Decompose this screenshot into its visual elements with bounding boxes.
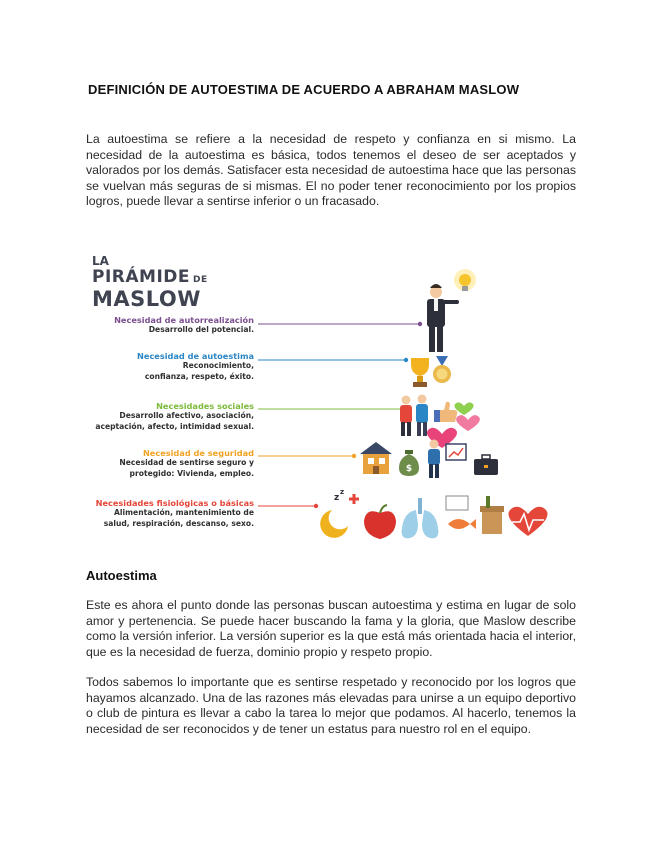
figure-title-line1: LA [92, 254, 109, 268]
level-description: Necesidad de sentirse seguro y protegido: Vivienda, empleo. [119, 458, 254, 478]
level-title: Necesidades fisiológicas o básicas [95, 498, 254, 508]
figure-title-piramide: PIRÁMIDE [92, 267, 190, 287]
level-description: Reconocimiento, confianza, respeto, éxito. [144, 361, 254, 381]
fish-icon [446, 496, 476, 529]
section-heading: Autoestima [86, 568, 157, 583]
svg-text:z: z [340, 488, 345, 496]
paragraph-3: Todos sabemos lo importante que es sentirse respetado y reconocido por los logros que hayamos alcanzado. Una de las razones más elevadas para unirse a un equipo deportivo o club de pintura es llevar a cabo la tarea lo mejor que podamos. Al hacerlo, tenemos la necesidad de ser reconocidos y de tener un estatus para nuestro rol en el equipo. [86, 675, 576, 736]
couple-icon [400, 395, 428, 437]
connector-dot-5 [314, 504, 318, 508]
worker-icon [428, 440, 440, 479]
money-bag-icon [399, 450, 419, 476]
pyramid-illustration [84, 248, 564, 543]
connector-dot-4 [352, 454, 356, 458]
heartbeat-icon [508, 507, 547, 536]
maslow-pyramid-figure [84, 248, 564, 543]
connector-dot-1 [418, 322, 422, 326]
level-description: Desarrollo afectivo, asociación, aceptación, afecto, intimidad sexual. [95, 411, 254, 431]
figure-title-line3: MASLOW [92, 287, 201, 311]
connector-dot-2 [404, 358, 408, 362]
level-title: Necesidades sociales [156, 401, 254, 411]
trophy-icon [411, 358, 429, 387]
paragraph-2: Este es ahora el punto donde las personas buscan autoestima y estima en lugar de solo amor y pertenencia. Se puede hacer buscando la fama y la gloria, que Maslow describe como la versión inferior. La versión superior es la que está más orientada hacia el interior, que es la necesidad de fuerza, dominio propio y respeto propio. [86, 598, 576, 659]
moon-sleep-icon [320, 488, 359, 538]
lungs-icon [402, 498, 439, 538]
level-description: Alimentación, mantenimiento de salud, respiración, descanso, sexo. [103, 508, 254, 528]
intro-paragraph: La autoestima se refiere a la necesidad de respeto y confianza en si mismo. La necesidad de la autoestima es básica, todos tenemos el deseo de ser aceptados y valorados por los demás. Satisfacer esta necesidad de autoestima hace que las personas se vuelvan más seguras de si mismas. El no poder tener reconocimiento por los propios logros, puede llevar a sentirse inferior o un fracasado. [86, 132, 576, 209]
apple-icon [364, 505, 396, 539]
house-icon [360, 442, 392, 474]
level-title: Necesidad de autoestima [137, 351, 254, 361]
svg-text:$: $ [405, 464, 413, 474]
level-title: Necesidad de autorrealización [114, 315, 254, 325]
lightbulb-icon [454, 269, 476, 291]
box-icon [480, 496, 504, 534]
chart-icon [446, 444, 466, 460]
medal-icon [433, 356, 451, 383]
businessman-icon [427, 284, 459, 352]
connector-lines [258, 322, 422, 508]
level-title: Necesidad de seguridad [142, 448, 254, 458]
figure-title-de: DE [193, 275, 208, 285]
thumbs-up-icon [434, 402, 457, 422]
level-description: Desarrollo del potencial. [148, 325, 254, 334]
document-title: DEFINICIÓN DE AUTOESTIMA DE ACUERDO A ABRAHAM MASLOW [88, 82, 520, 97]
svg-text:z: z [334, 493, 340, 503]
briefcase-icon [474, 455, 498, 475]
